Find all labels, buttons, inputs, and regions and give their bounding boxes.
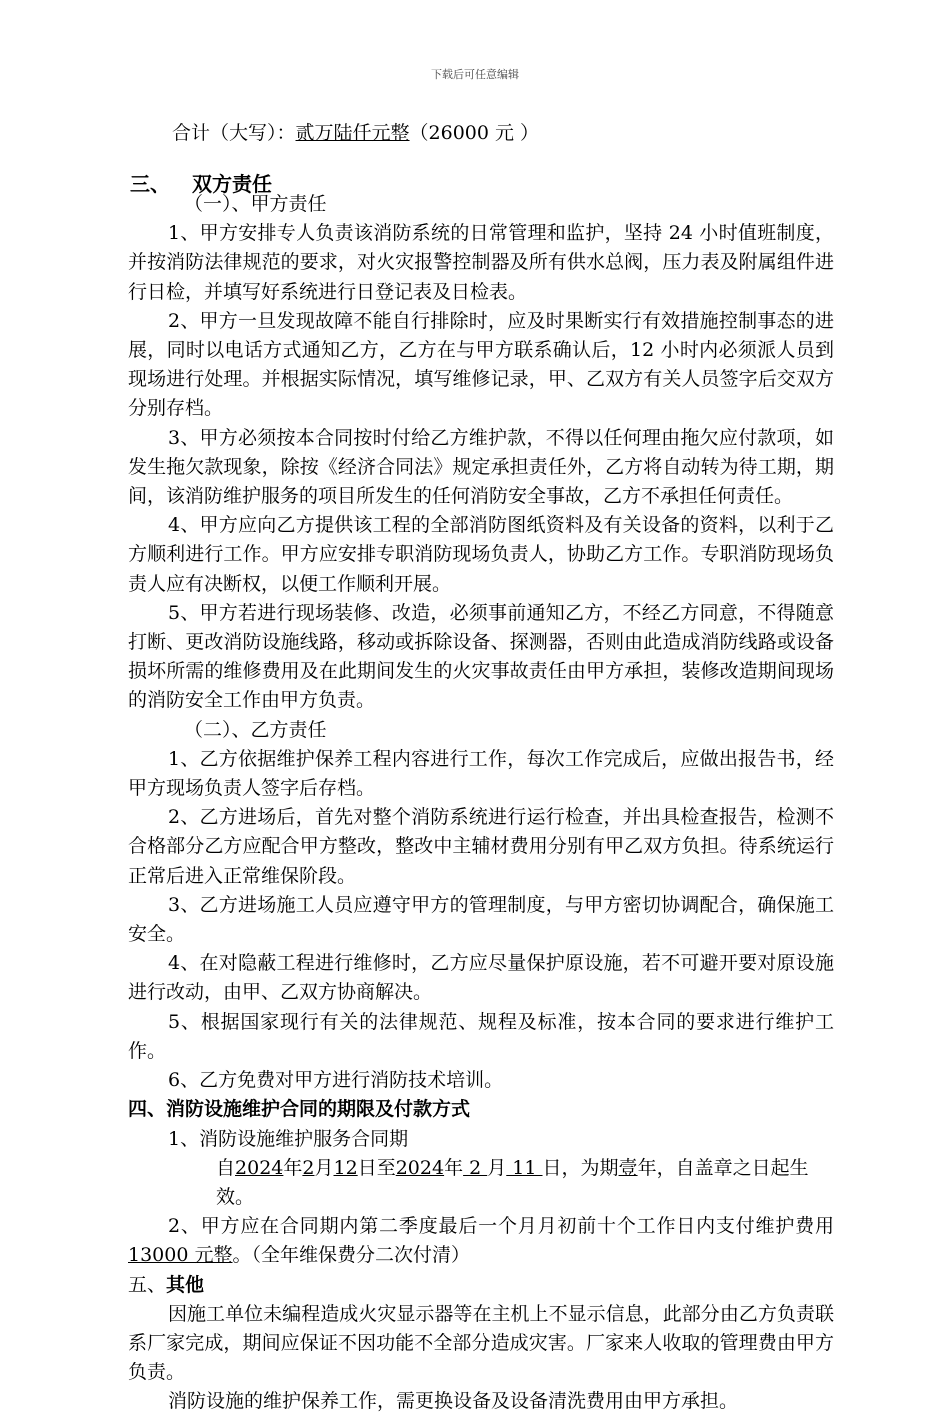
party-a-item-1: 1、甲方安排专人负责该消防系统的日常管理和监护，坚持 24 小时值班制度，并按消防法律规范的要求，对火灾报警控制器及所有供水总阀，压力表及附属组件进行日检，并填写好系统进行日登记表及日检表。 <box>128 222 834 303</box>
total-amount-line <box>172 118 539 145</box>
total-amount-words: 贰万陆仟元整 <box>295 122 410 144</box>
section-5-heading <box>128 1271 834 1300</box>
section-3-number: 三、 <box>130 172 170 196</box>
party-b-heading: （二）、乙方责任 <box>184 718 327 741</box>
page-header-note: 下载后可任意编辑 <box>431 68 519 81</box>
section-4-item-2: 2、甲方应在合同期内第二季度最后一个月月初前十个工作日内支付维护费用13000 元整。（全年维保费分二次付清） <box>128 1215 834 1267</box>
total-prefix: 合计（大写）： <box>172 122 296 144</box>
party-b-item-1: 1、乙方依据维护保养工程内容进行工作，每次工作完成后，应做出报告书，经甲方现场负责人签字后存档。 <box>128 747 834 800</box>
end-month: 2 <box>463 1156 488 1179</box>
party-b-item-4: 4、在对隐蔽工程进行维修时，乙方应尽量保护原设施，若不可避开要对原设施进行改动，由甲、乙双方协商解决。 <box>128 952 834 1004</box>
party-b-item-5: 5、根据国家现行有关的法律规范、规程及标准，按本合同的要求进行维护工作。 <box>128 1010 834 1062</box>
start-day: 12 <box>333 1156 358 1179</box>
section-3-title: 双方责任 <box>192 172 272 196</box>
section-5-para-1: 因施工单位未编程造成火灾显示器等在主机上不显示信息，此部分由乙方负责联系厂家完成，期间应保证不因功能不全部分造成灾害。厂家来人收取的管理费由甲方负责。 <box>128 1302 834 1384</box>
contract-term: 壹 <box>618 1156 638 1179</box>
section-5-number: 五、 <box>128 1273 167 1296</box>
contract-period: 自2024年2月12日至2024年 2 月 11 日，为期壹年，自盖章之日起生效。 <box>216 1156 809 1208</box>
party-a-item-5: 5、甲方若进行现场装修、改造，必须事前通知乙方，不经乙方同意，不得随意打断、更改消防设施线路，移动或拆除设备、探测器，否则由此造成消防线路或设备损坏所需的维修费用及在此期间发生的火灾事故责任由甲方承担，装修改造期间现场的消防安全工作由甲方负责。 <box>128 601 834 712</box>
installment-amount: 13000 元整 <box>128 1244 233 1267</box>
party-b-item-2: 2、乙方进场后，首先对整个消防系统进行运行检查，并出具检查报告，检测不合格部分乙方应配合甲方整改，整改中主辅材费用分别有甲乙双方负担。待系统运行正常后进入正常维保阶段。 <box>128 806 834 887</box>
party-b-item-3: 3、乙方进场施工人员应遵守甲方的管理制度，与甲方密切协调配合，确保施工安全。 <box>128 893 834 946</box>
section-5-title: 其他 <box>166 1273 205 1296</box>
start-month: 2 <box>302 1156 315 1179</box>
section-4-heading: 四、消防设施维护合同的期限及付款方式 <box>128 1098 471 1121</box>
party-a-item-4: 4、甲方应向乙方提供该工程的全部消防图纸资料及有关设备的资料，以利于乙方顺利进行工作。甲方应安排专职消防现场负责人，协助乙方工作。专职消防现场负责人应有决断权，以便工作顺利开展。 <box>128 514 834 595</box>
section-5-para-2: 消防设施的维护保养工作，需更换设备及设备清洗费用由甲方承担。 <box>168 1390 739 1413</box>
end-year: 2024 <box>395 1156 445 1179</box>
end-day: 11 <box>506 1156 543 1179</box>
start-year: 2024 <box>235 1156 284 1179</box>
document-body <box>128 190 834 1417</box>
party-b-item-6: 6、乙方免费对甲方进行消防技术培训。 <box>168 1069 504 1092</box>
total-amount-number: （26000 元 ） <box>409 122 540 144</box>
party-a-item-3: 3、甲方必须按本合同按时付给乙方维护款，不得以任何理由拖欠应付款项，如发生拖欠款现象，除按《经济合同法》规定承担责任外，乙方将自动转为待工期，期间，该消防维护服务的项目所发生的任何消防安全事故，乙方不承担任何责任。 <box>128 426 834 508</box>
party-a-item-2: 2、甲方一旦发现故障不能自行排除时，应及时果断实行有效措施控制事态的进展，同时以电话方式通知乙方，乙方在与甲方联系确认后，12 小时内必须派人员到现场进行处理。并根据实际情况，填写维修记录，甲、乙双方有关人员签字后交双方分别存档。 <box>128 309 834 420</box>
party-a-heading: （一）、甲方责任 <box>184 193 327 215</box>
section-4-item-1-title: 1、消防设施维护服务合同期 <box>168 1127 409 1150</box>
